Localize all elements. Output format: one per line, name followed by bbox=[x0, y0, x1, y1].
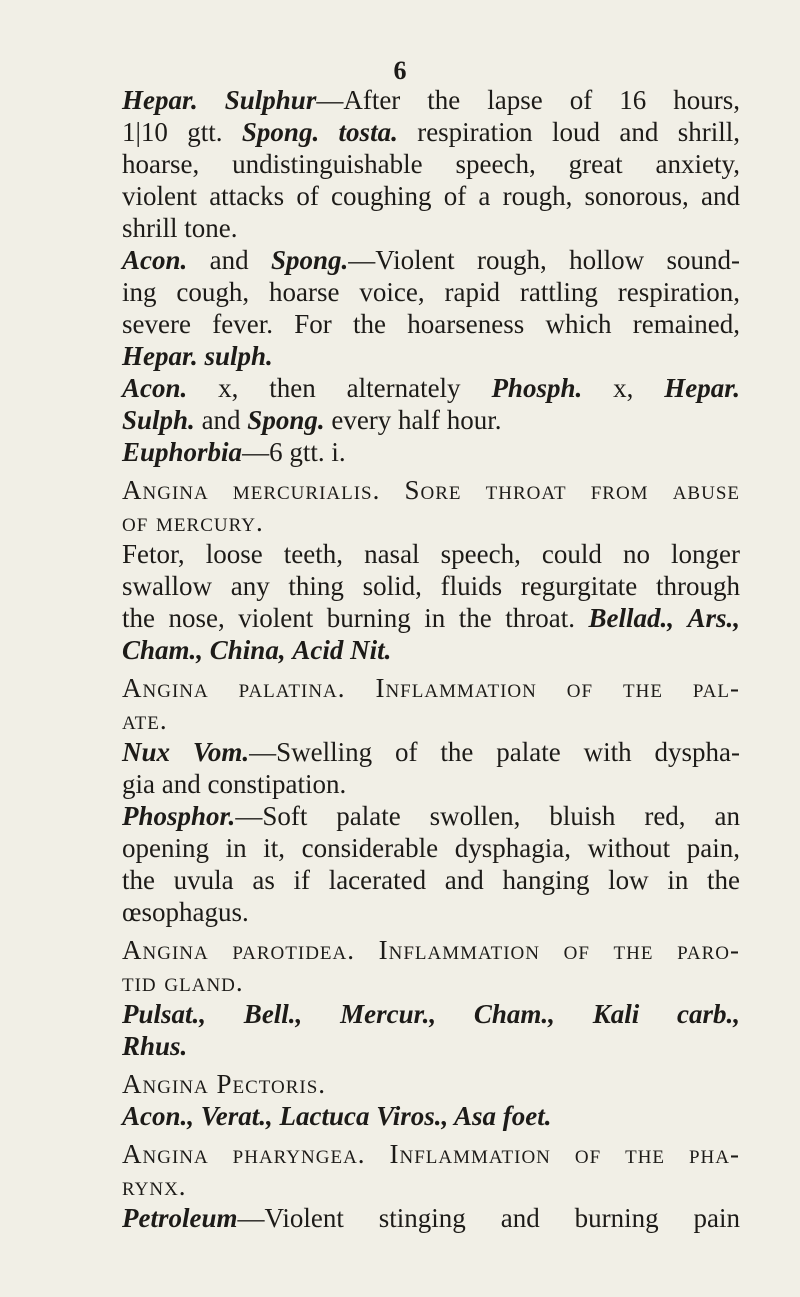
text-line: hoarse, undistinguishable speech, great anxiety, bbox=[122, 149, 740, 179]
section-heading: ate. bbox=[122, 705, 168, 735]
remedy-list: Pulsat., Bell., Mercur., Cham., Kali carb., bbox=[122, 999, 740, 1029]
remedy-name: Hepar. sulph. bbox=[122, 341, 273, 371]
text-line: severe fever. For the hoarseness which remained, bbox=[122, 309, 740, 339]
section-heading: rynx. bbox=[122, 1171, 187, 1201]
section-heading: Angina Pectoris. bbox=[122, 1069, 327, 1099]
remedy-name: Spong. bbox=[271, 245, 349, 275]
remedy-name: Hepar. bbox=[664, 373, 740, 403]
text-line bbox=[122, 404, 740, 436]
line-text bbox=[203, 635, 210, 665]
text-line bbox=[122, 602, 740, 634]
text-line bbox=[122, 800, 740, 832]
text-line: opening in it, considerable dysphagia, without pain, bbox=[122, 833, 740, 863]
remedy-name: China, bbox=[209, 635, 286, 665]
remedy-list: Rhus. bbox=[122, 1031, 188, 1061]
text-line bbox=[122, 436, 740, 468]
line-text: —6 gtt. i. bbox=[242, 437, 346, 467]
text-line: shrill tone. bbox=[122, 213, 238, 243]
line-text: every half hour. bbox=[324, 405, 502, 435]
remedy-name: Acon. bbox=[122, 245, 188, 275]
line-text: —Soft palate swollen, bluish red, an bbox=[235, 801, 740, 831]
line-text: —After the lapse of 16 hours, bbox=[316, 85, 740, 115]
text-line bbox=[122, 372, 740, 404]
remedy-name: Ars., bbox=[687, 603, 740, 633]
text-line: the uvula as if lacerated and hanging low in the bbox=[122, 865, 740, 895]
section-heading: Angina pharyngea. Inflammation of the pha- bbox=[122, 1139, 740, 1169]
section-heading: Angina parotidea. Inflammation of the paro- bbox=[122, 935, 740, 965]
text-line: violent attacks of coughing of a rough, sonorous, and bbox=[122, 181, 740, 211]
remedy-name: Acon. bbox=[122, 373, 188, 403]
remedy-name: Acid Nit. bbox=[292, 635, 392, 665]
page-number: 6 bbox=[393, 56, 407, 85]
line-text: respiration loud and shrill, bbox=[397, 117, 741, 147]
section-heading: Angina palatina. Inflammation of the pal- bbox=[122, 673, 740, 703]
line-text: —Violent rough, hollow sound- bbox=[348, 245, 741, 275]
remedy-name: Petroleum bbox=[122, 1203, 238, 1233]
remedy-name: Hepar. Sulphur bbox=[122, 85, 317, 115]
remedy-name: Bellad., bbox=[588, 603, 674, 633]
text-line: ing cough, hoarse voice, rapid rattling respiration, bbox=[122, 277, 740, 307]
text-line: œsophagus. bbox=[122, 897, 249, 927]
text-line: gia and constipation. bbox=[122, 769, 347, 799]
line-text: the nose, violent burning in the throat. bbox=[122, 603, 589, 633]
remedy-list: Acon., Verat., Lactuca Viros., Asa foet. bbox=[122, 1101, 552, 1131]
line-text: 1|10 gtt. bbox=[122, 117, 242, 147]
remedy-name: Spong. bbox=[247, 405, 325, 435]
line-text: —Violent stinging and burning pain bbox=[237, 1203, 740, 1233]
text-line: swallow any thing solid, fluids regurgitate through bbox=[122, 571, 740, 601]
section-heading: Angina mercurialis. Sore throat from abuse bbox=[122, 475, 740, 505]
remedy-name: Phosphor. bbox=[122, 801, 236, 831]
text-line bbox=[122, 736, 740, 768]
line-text: and bbox=[194, 405, 248, 435]
text-line bbox=[122, 634, 740, 666]
section-heading: of mercury. bbox=[122, 507, 264, 537]
line-text: —Swelling of the palate with dyspha- bbox=[249, 737, 740, 767]
remedy-name: Cham., bbox=[122, 635, 204, 665]
remedy-name: Phosph. bbox=[491, 373, 583, 403]
remedy-name: Spong. tosta. bbox=[241, 117, 398, 147]
text-line bbox=[122, 1202, 740, 1234]
text-line bbox=[122, 244, 740, 276]
line-text: x, bbox=[582, 373, 665, 403]
line-text bbox=[674, 603, 688, 633]
section-heading: tid gland. bbox=[122, 967, 244, 997]
text-line bbox=[122, 84, 740, 116]
remedy-name: Sulph. bbox=[122, 405, 195, 435]
text-line bbox=[122, 116, 740, 148]
line-text: x, then alternately bbox=[187, 373, 492, 403]
page-text bbox=[122, 84, 740, 1234]
remedy-name: Nux Vom. bbox=[122, 737, 250, 767]
text-line: Fetor, loose teeth, nasal speech, could no longer bbox=[122, 539, 740, 569]
remedy-name: Euphorbia bbox=[122, 437, 243, 467]
line-text: and bbox=[187, 245, 271, 275]
